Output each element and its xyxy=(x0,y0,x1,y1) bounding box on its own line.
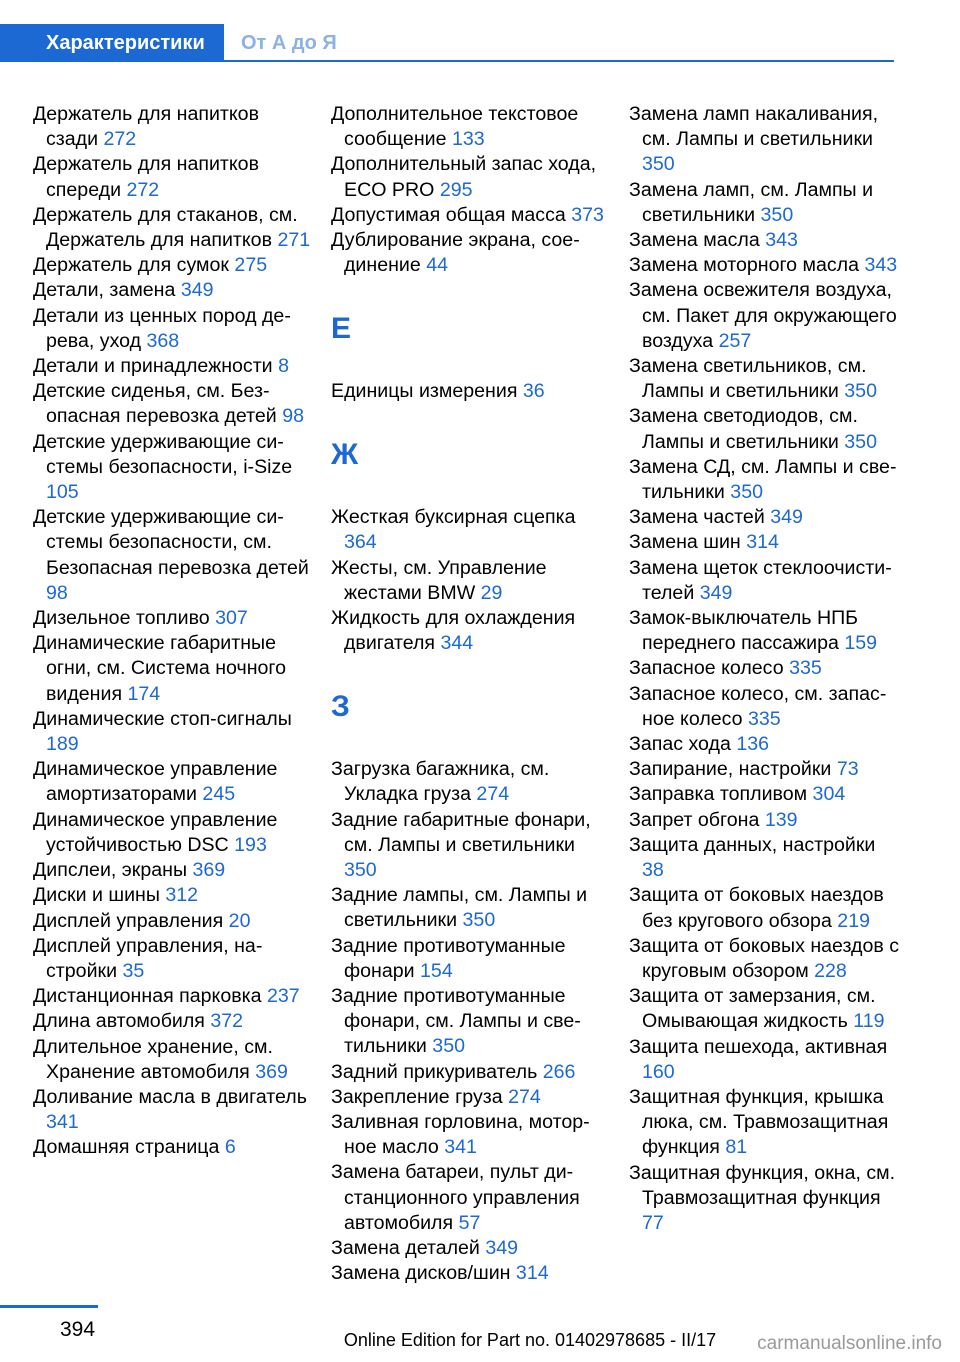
index-entry-text: Детские удерживающие системы безопасности, i-Size xyxy=(33,430,293,478)
page-reference-link[interactable]: 272 xyxy=(103,128,137,151)
index-entry xyxy=(331,1060,609,1085)
tab-a-to-z[interactable]: От А до Я xyxy=(241,32,337,54)
index-entry-text: Детали и принадлежности xyxy=(33,355,273,378)
page-reference-link[interactable]: 350 xyxy=(760,203,794,226)
page-reference-link[interactable]: 20 xyxy=(228,909,251,932)
index-entry xyxy=(33,757,311,807)
index-entry-text: Замена масла xyxy=(629,229,760,252)
index-entry xyxy=(331,883,609,933)
tab-characteristics[interactable]: Характеристики xyxy=(0,24,224,62)
index-entry xyxy=(629,1035,901,1085)
header xyxy=(0,0,960,62)
page-reference-link[interactable]: 295 xyxy=(439,178,473,201)
edition-note: Online Edition for Part no. 01402978685 - II/17 xyxy=(343,1330,717,1350)
index-entry xyxy=(331,152,609,202)
index-entry-text: Жесты, см. Управление жестами BMW xyxy=(331,556,547,604)
page-reference-link[interactable]: 219 xyxy=(837,909,870,932)
index-entry xyxy=(331,984,609,1060)
index-entry xyxy=(629,682,901,732)
page-reference-link[interactable]: 174 xyxy=(127,682,161,705)
index-entry xyxy=(331,1160,609,1236)
index-entry xyxy=(629,606,901,656)
index-entry-text: Задний прикуриватель xyxy=(331,1060,538,1083)
page-reference-link[interactable]: 341 xyxy=(444,1136,477,1159)
index-entry xyxy=(629,556,901,606)
index-entry-text: Держатель для напитков сзади xyxy=(33,103,259,151)
index-entry xyxy=(331,1085,609,1110)
index-entry-text: Задние лампы, см. Лампы и светильники xyxy=(331,884,588,932)
index-entry-text: Задние габаритные фонари, см. Лампы и светильники xyxy=(331,808,591,856)
page-reference-link[interactable]: 369 xyxy=(255,1060,288,1083)
index-entry-text: Заливная горловина, моторное масло xyxy=(331,1110,590,1159)
index-entry-text: Держатель для стаканов, см. Держатель для напитков xyxy=(33,203,298,252)
index-entry-text: Длина автомобиля xyxy=(33,1010,205,1033)
index-entry xyxy=(33,808,311,858)
page-reference-link[interactable]: 307 xyxy=(215,607,248,630)
page-reference-link[interactable]: 314 xyxy=(746,531,779,554)
header-divider xyxy=(224,60,894,62)
index-entry xyxy=(33,934,311,984)
page-reference-link[interactable]: 350 xyxy=(432,1035,465,1058)
index-entry xyxy=(629,228,901,253)
index-entry-text: Динамические габаритные огни, см. Система ночного видения xyxy=(33,632,287,705)
index-entry-text: Запрет обгона xyxy=(629,808,760,831)
index-column-1 xyxy=(33,102,311,1161)
index-entry xyxy=(331,606,609,656)
index-entry xyxy=(331,1261,609,1286)
section-letter: З xyxy=(331,689,350,723)
page-reference-link[interactable]: 8 xyxy=(278,355,289,378)
index-entry xyxy=(33,102,311,152)
index-entry xyxy=(331,203,609,228)
index-entry-text: Замена светильников, см. Лампы и светильники xyxy=(629,355,867,403)
index-entry-text: Дистанционная парковка xyxy=(33,985,262,1008)
page-reference-link[interactable]: 160 xyxy=(642,1060,675,1083)
index-entry-text: Динамические стоп-сигналы xyxy=(33,707,292,730)
index-entry xyxy=(33,354,311,379)
index-entry-text: Замена дисков/шин xyxy=(331,1262,511,1285)
index-entry-text: Детали, замена xyxy=(33,279,176,302)
page-number: 394 xyxy=(60,1318,96,1341)
page-reference-link[interactable]: 272 xyxy=(126,178,160,201)
page-reference-link[interactable]: 119 xyxy=(853,1010,885,1033)
index-entry-text: Диски и шины xyxy=(33,884,160,907)
index-entry-text: Замена освежителя воздуха, см. Пакет для окружающего воздуха xyxy=(629,279,897,352)
index-entry-text: Замена частей xyxy=(629,506,765,529)
index-entry-text: Длительное хранение, см. Хранение автомобиля xyxy=(33,1035,273,1083)
page-reference-link[interactable]: 136 xyxy=(736,733,770,756)
index-entry xyxy=(629,102,901,178)
page-reference-link[interactable]: 344 xyxy=(440,632,474,655)
index-entry xyxy=(629,833,901,883)
index-entry xyxy=(33,858,311,883)
index-entry xyxy=(33,909,311,934)
page-reference-link[interactable]: 335 xyxy=(748,707,781,730)
index-entry-text: Задние противотуманные фонари xyxy=(331,934,566,982)
index-entry-text: Закрепление груза xyxy=(331,1085,503,1108)
index-entry-text: Дипслеи, экраны xyxy=(33,859,188,882)
index-entry xyxy=(331,808,609,884)
page-reference-link[interactable]: 350 xyxy=(844,430,877,453)
page-reference-link[interactable]: 237 xyxy=(267,985,300,1008)
index-entry-text: Динамическое управление устойчивостью DSC xyxy=(33,808,278,856)
index-entry-text: Дополнительный запас хода, ECO PRO xyxy=(331,153,597,201)
index-entry xyxy=(33,606,311,631)
index-entry xyxy=(33,1035,311,1085)
page-reference-link[interactable]: 364 xyxy=(344,531,377,554)
index-entry xyxy=(33,379,311,429)
index-entry-text: Домашняя страница xyxy=(33,1136,220,1159)
page-reference-link[interactable]: 304 xyxy=(812,783,846,806)
page-reference-link[interactable]: 159 xyxy=(844,632,878,655)
page-reference-link[interactable]: 36 xyxy=(522,380,545,403)
index-entry xyxy=(33,1009,311,1034)
index-entry xyxy=(331,934,609,984)
index-entry xyxy=(629,732,901,757)
page-reference-link[interactable]: 312 xyxy=(165,884,199,907)
page-reference-link[interactable]: 73 xyxy=(836,758,859,781)
index-entry xyxy=(629,278,901,354)
page-reference-link[interactable]: 193 xyxy=(234,833,267,856)
index-entry-text: Детские сиденья, см. Безопасная перевозка детей xyxy=(33,380,277,428)
index-entry xyxy=(629,883,901,933)
index-entry-text: Защита от замерзания, см. Омывающая жидкость xyxy=(629,985,876,1033)
index-entry xyxy=(33,253,311,278)
index-entry xyxy=(33,278,311,303)
page-reference-link[interactable]: 372 xyxy=(210,1010,244,1033)
index-entry-text: Детские удерживающие системы безопасности, см. Безопасная перевозка детей xyxy=(33,506,309,579)
page-reference-link[interactable]: 154 xyxy=(420,959,453,982)
index-entry xyxy=(331,757,609,807)
page-reference-link[interactable]: 228 xyxy=(814,959,847,982)
index-entry xyxy=(629,1085,901,1161)
index-entry xyxy=(33,1085,311,1135)
page-reference-link[interactable]: 343 xyxy=(864,254,898,277)
index-entry xyxy=(331,1236,609,1261)
page-reference-link[interactable]: 373 xyxy=(571,203,604,226)
index-entry xyxy=(33,883,311,908)
page-reference-link[interactable]: 314 xyxy=(515,1262,549,1285)
page-reference-link[interactable]: 274 xyxy=(508,1085,541,1108)
page-reference-link[interactable]: 271 xyxy=(277,229,311,252)
page-reference-link[interactable]: 98 xyxy=(282,405,304,428)
index-entry-text: Дизельное топливо xyxy=(33,607,210,630)
index-entry xyxy=(33,1135,311,1160)
index-entry-text: Доливание масла в двигатель xyxy=(33,1085,307,1108)
index-entry-text: Запасное колесо xyxy=(629,657,784,680)
page-reference-link[interactable]: 57 xyxy=(458,1211,481,1234)
index-entry-text: Замена батареи, пульт дистанционного управления автомобиля xyxy=(331,1161,580,1234)
index-entry xyxy=(629,505,901,530)
page-reference-link[interactable]: 369 xyxy=(192,859,226,882)
page-reference-link[interactable]: 350 xyxy=(730,481,763,504)
index-entry xyxy=(33,152,311,202)
index-entry-text: Защита от боковых наездов с круговым обзором xyxy=(629,934,900,982)
index-column-2 xyxy=(331,102,609,1286)
index-entry-text: Запирание, настройки xyxy=(629,758,832,781)
page-reference-link[interactable]: 257 xyxy=(718,329,752,352)
index-entry xyxy=(629,984,901,1034)
index-entry-text: Защитная функция, крышка люка, см. Травмозащитная функция xyxy=(629,1085,889,1159)
page-reference-link[interactable]: 349 xyxy=(485,1237,519,1259)
page-reference-link[interactable]: 189 xyxy=(46,733,79,756)
page-reference-link[interactable]: 349 xyxy=(770,506,803,529)
page-reference-link[interactable]: 350 xyxy=(462,909,496,932)
index-entry xyxy=(33,430,311,506)
index-entry-text: Держатель для напитков спереди xyxy=(33,153,259,201)
page-reference-link[interactable]: 35 xyxy=(122,959,145,982)
page-reference-link[interactable]: 274 xyxy=(476,783,510,806)
index-entry-text: Замена ламп накаливания, см. Лампы и светильники xyxy=(629,103,879,151)
index-entry-text: Запас хода xyxy=(629,733,731,756)
index-entry-text: Запасное колесо, см. запасное колесо xyxy=(629,682,887,730)
page-reference-link[interactable]: 368 xyxy=(146,329,180,352)
index-entry xyxy=(331,228,609,278)
index-entry xyxy=(33,203,311,253)
index-entry xyxy=(629,757,901,782)
page-reference-link[interactable]: 77 xyxy=(642,1211,664,1234)
index-entry-text: Единицы измерения xyxy=(331,380,518,403)
page-reference-link[interactable]: 350 xyxy=(344,858,377,881)
index-entry xyxy=(331,102,609,152)
index-entry xyxy=(33,631,311,707)
page-reference-link[interactable]: 350 xyxy=(844,380,877,403)
index-entry xyxy=(629,178,901,228)
page-reference-link[interactable]: 266 xyxy=(542,1060,576,1083)
index-entry-text: Жесткая буксирная сцепка xyxy=(331,506,576,529)
page-reference-link[interactable]: 98 xyxy=(46,581,68,604)
index-entry-text: Допустимая общая масса xyxy=(331,203,566,226)
index-entry-text: Замок-выключатель НПБ переднего пассажира xyxy=(629,607,859,655)
index-entry xyxy=(629,808,901,833)
page-reference-link[interactable]: 341 xyxy=(46,1111,79,1134)
index-entry-text: Защита пешехода, активная xyxy=(629,1035,888,1058)
page-reference-link[interactable]: 44 xyxy=(426,254,449,277)
index-entry-text: Замена щеток стеклоочистителей xyxy=(629,556,892,604)
page-reference-link[interactable]: 38 xyxy=(642,859,664,882)
index-column-3 xyxy=(629,102,901,1236)
index-entry-text: Замена шин xyxy=(629,531,741,554)
index-entry xyxy=(629,656,901,681)
index-entry-text: Заправка топливом xyxy=(629,783,808,806)
index-entry xyxy=(331,556,609,606)
index-entry xyxy=(629,455,901,505)
page-reference-link[interactable]: 349 xyxy=(699,581,733,604)
index-entry-text: Дополнительное текстовое сообщение xyxy=(331,103,579,151)
index-entry-text: Динамическое управление амортизаторами xyxy=(33,758,278,806)
index-entry-text: Загрузка багажника, см. Укладка груза xyxy=(331,758,550,806)
index-entry-text: Замена деталей xyxy=(331,1237,480,1259)
index-entry xyxy=(331,1110,609,1160)
page-reference-link[interactable]: 6 xyxy=(224,1136,236,1159)
index-entry-text: Замена светодиодов, см. Лампы и светильники xyxy=(629,405,858,453)
index-entry xyxy=(629,1161,901,1237)
page-reference-link[interactable]: 275 xyxy=(234,254,268,277)
index-entry-text: Дисплей управления, настройки xyxy=(33,934,263,982)
page-reference-link[interactable]: 29 xyxy=(480,581,503,604)
index-entry-text: Замена СД, см. Лампы и светильники xyxy=(629,455,897,504)
page-reference-link[interactable]: 350 xyxy=(642,153,675,176)
page-reference-link[interactable]: 335 xyxy=(789,657,822,680)
index-entry xyxy=(33,707,311,757)
page-reference-link[interactable]: 349 xyxy=(180,279,214,302)
index-entry xyxy=(629,354,901,404)
watermark: carmanualsonline.info xyxy=(757,1333,942,1354)
index-entry xyxy=(331,505,609,555)
index-entry xyxy=(33,304,311,354)
index-entry-text: Защитная функция, окна, см. Травмозащитная функция xyxy=(629,1161,896,1209)
page-reference-link[interactable]: 133 xyxy=(451,128,485,151)
index-entry xyxy=(629,404,901,454)
index-entry xyxy=(331,379,609,404)
index-entry xyxy=(629,253,901,278)
index-entry xyxy=(629,782,901,807)
index-entry-text: Дублирование экрана, соединение xyxy=(331,229,580,277)
index-entry-text: Задние противотуманные фонари, см. Лампы и светильники xyxy=(331,984,581,1058)
footer-divider xyxy=(0,1305,98,1308)
index-entry xyxy=(33,505,311,606)
index-entry xyxy=(33,984,311,1009)
page-reference-link[interactable]: 139 xyxy=(764,808,798,831)
index-entry xyxy=(629,530,901,555)
index-entry-text: Замена ламп, см. Лампы и светильники xyxy=(629,178,874,226)
index-entry-text: Дисплей управления xyxy=(33,909,224,932)
page-reference-link[interactable]: 343 xyxy=(765,229,798,252)
page-reference-link[interactable]: 105 xyxy=(46,481,79,504)
index-entry-text: Жидкость для охлаждения двигателя xyxy=(331,606,576,655)
index-entry xyxy=(629,934,901,984)
page-reference-link[interactable]: 245 xyxy=(202,783,236,806)
index-entry-text: Замена моторного масла xyxy=(629,254,860,277)
index-entry-text: Держатель для сумок xyxy=(33,254,229,277)
section-letter: Ж xyxy=(331,437,359,471)
section-letter: Е xyxy=(331,311,352,345)
index-entry-text: Защита от боковых наездов без кругового обзора xyxy=(629,884,884,932)
index-entry-text: Защита данных, настройки xyxy=(629,833,876,856)
index-entry-text: Детали из ценных пород дерева, уход xyxy=(33,304,291,352)
page-reference-link[interactable]: 81 xyxy=(725,1136,748,1159)
